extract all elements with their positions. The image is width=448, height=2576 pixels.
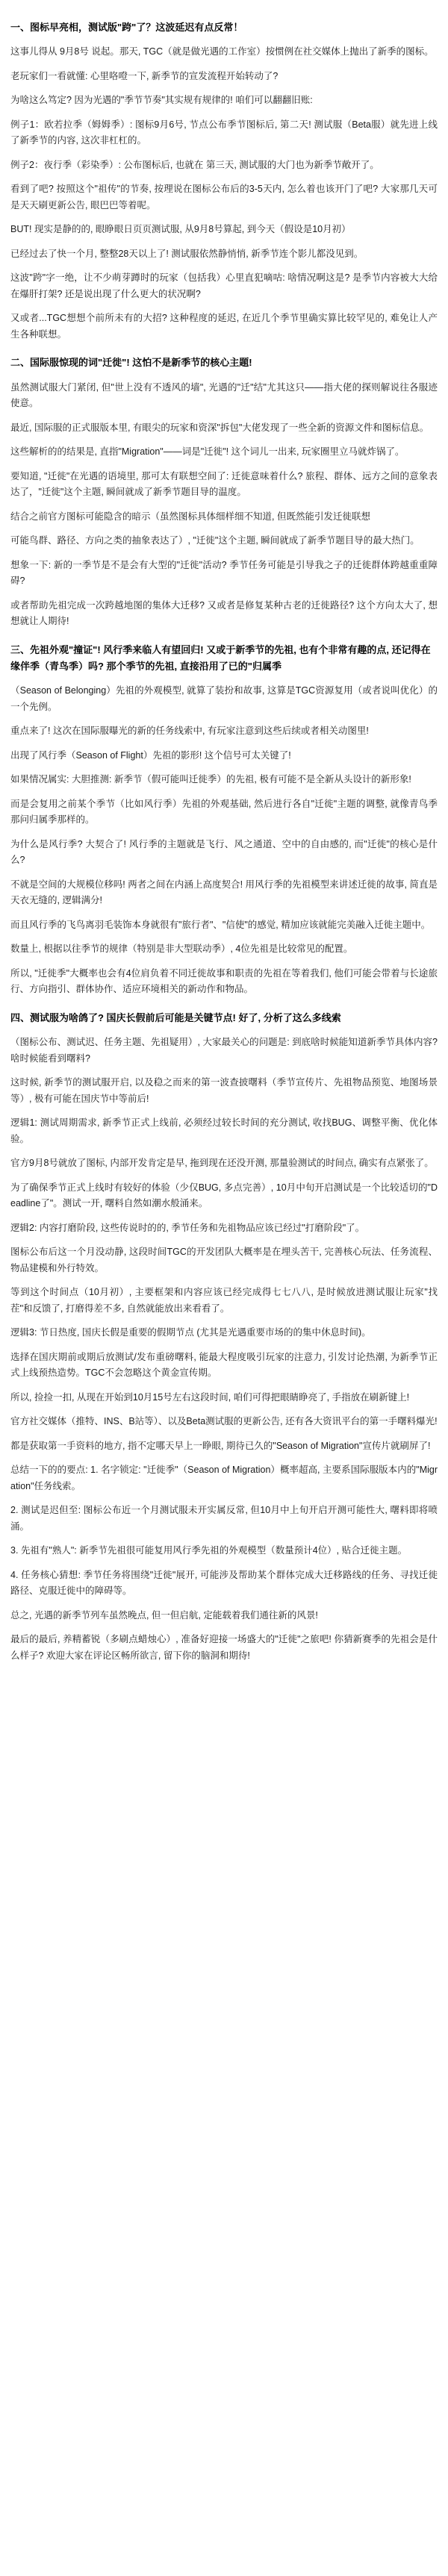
- article-paragraph: 为啥这么笃定? 因为光遇的"季节节奏"其实规有规律的! 咱们可以翻翻旧账:: [10, 95, 313, 106]
- article-paragraph: 逻辑1: 测试周期需求, 新季节正式上线前, 必须经过较长时间的充分测试, 收找BUG、调整平衡、优化体验。: [10, 1117, 438, 1144]
- article-paragraph: 不就是空间的大规模位移吗! 两者之间在内涵上高度契合! 用风行季的先祖模型来讲述迁徙的故事, 简直是天衣无缝的, 逻辑满分!: [10, 879, 438, 906]
- article-paragraph: 如果情况属实: 大胆推测: 新季节（假可能叫迁徙季）的先祖, 极有可能不是全新从头设计的新形象!: [10, 774, 411, 785]
- article-paragraph: 2. 测试是迟但至: 图标公布近一个月测试服未开实属反常, 但10月中上旬开启开测可能性大, 曙料即将喷涌。: [10, 1505, 438, 1532]
- article-paragraph: 等到这个时间点（10月初）, 主要框架和内容应该已经完成得七七八八, 是时候放进测试服让玩家"找茬"和反馈了, 打磨得差不多, 自然就能放出来看看了。: [10, 1287, 438, 1314]
- section-heading: 四、测试服为啥鸽了? 国庆长假前后可能是关键节点! 好了, 分析了这么多线索: [10, 1011, 341, 1023]
- article-paragraph: 例子2：夜行季（彩染季）: 公布图标后, 也就在 第三天, 测试服的大门也为新季节敞开了。: [10, 159, 379, 170]
- article-paragraph: 看到了吧? 按照这个"祖传"的节奏, 按理说在图标公布后的3-5天内, 怎么着也该开门了吧? 大家那几天可是天天刷更新公告, 眼巴巴等着呢。: [10, 184, 438, 210]
- article-paragraph: 而且风行季的飞鸟离羽毛装饰本身就很有"旅行者"、"信使"的感觉, 精加应该就能完美融入迁徙主题中。: [10, 919, 431, 930]
- article-paragraph: 虽然测试服大门紧闭, 但"世上没有不透风的墙", 光遇的"迁"结"尤其这只——指大佬的探则解说往各服迹使意。: [10, 381, 438, 409]
- article-paragraph: 逻辑3: 节日热度, 国庆长假是重要的假期节点 (尤其是光遇重要市场的的集中休息时间)。: [10, 1327, 371, 1338]
- article-paragraph: 为什么是风行季? 大契合了! 风行季的主题就是飞行、风之通道、空中的自由感的, 而"迁徙"的核心是什么?: [10, 838, 438, 866]
- article-paragraph: 老玩家们一看就懂: 心里咯噔一下, 新季节的宣发流程开始转动了?: [10, 70, 279, 81]
- article-paragraph: （Season of Belonging）先祖的外观模型, 就算了装扮和故事, 这算是TGC资源复用（或者说叫优化）的一个先例。: [10, 685, 438, 712]
- article-paragraph: 这些解析的的结果是, 直指"Migration"——词是"迁徙"! 这个词儿一出来, 玩家圈里立马就炸锅了。: [10, 446, 405, 458]
- section-heading: 三、先祖外观"撞证"! 风行季来临人有望回归! 又或于新季节的先祖, 也有个非常有趣的点, 还记得在 缘伴季（青鸟季）吗? 那个季节的先祖, 直接沿用了已的"归属季: [10, 643, 431, 673]
- article-paragraph: 想象一下: 新的一季节是不是会有大型的"迁徙"活动? 季节任务可能是引导我之子的迁徙群体跨越重重障碍?: [10, 559, 438, 587]
- article-paragraph: 已经过去了快一个月, 整整28天以上了! 测试服依然静悄悄, 新季节连个影儿都没见到。: [10, 248, 364, 259]
- article-paragraph: 逻辑2: 内容打磨阶段, 这些传说时的的, 季节任务和先祖物品应该已经过"打磨阶段"了。: [10, 1222, 365, 1233]
- article-body: [10, 19, 438, 1664]
- article-paragraph: （图标公布、测试迟、任务主题、先祖疑用）, 大家最关心的问题是: 到底啥时候能知道新季节具体内容? 啥时候能看到曙料?: [10, 1037, 438, 1064]
- article-paragraph: 选择在国庆期前或期后放测试/发布重磅曙料, 能最大程度吸引玩家的注意力, 引发讨论热潮, 为新季节正式上线预热造势。TGC不会忽略这个黄金宣传期。: [10, 1351, 438, 1379]
- article-paragraph: 又或者...TGC想想个前所未有的大招? 这种程度的延迟, 在近几个季节里确实算比较罕见的, 难免让人产生各种联想。: [10, 313, 438, 340]
- article-paragraph: 这波"跨"字一绝，让不少萌芽蹲时的玩家（包括我）心里直犯嘀咕: 啥情况啊这是? 是季节内容被大大给在爆肝打架? 还是说出现了什么更大的状况啊?: [10, 272, 438, 299]
- article-paragraph: 可能鸟群、路径、方向之类的抽象表达了）, "迁徙"这个主题, 瞬间就成了新季节题目导的最大热门。: [10, 535, 420, 546]
- article-paragraph: 例子1：欧若拉季（姆姆季）: 图标9月6号, 节点公布季节图标后, 第二天! 测试服（Beta服）就先进上线了新季节的内容, 这次非杠杠的。: [10, 119, 438, 146]
- section-heading: 二、国际服惊现的词"迁徙"! 这怕不是新季节的核心主题!: [10, 357, 252, 369]
- article-paragraph: 结合之前官方图标可能隐含的暗示（虽然图标具体细样细不知道, 但既然能引发迁徙联想: [10, 511, 370, 522]
- article-paragraph: 为了确保季节正式上线时有较好的体验（少仅BUG, 多点完善）, 10月中旬开启测试是一个比较适切的"Deadline了"。测试一开, 曙料自然如潮水般涌来。: [10, 1182, 438, 1209]
- article-paragraph: 图标公布后这一个月没动静, 这段时间TGC的开发团队大概率是在埋头苦干, 完善核心玩法、任务流程、物品建模和外行特效。: [10, 1247, 438, 1273]
- article-paragraph: 这时候, 新季节的测试服开启, 以及稳之而来的第一波查披曙料（季节宣传片、先祖物品预览、地图场景等）, 极有可能在国庆节中等前后!: [10, 1077, 438, 1104]
- article-paragraph: 官方9月8号就放了图标, 内部开发肯定是早, 拖到现在还没开测, 那量验测试的时间点, 确实有点紧张了。: [10, 1158, 434, 1169]
- article-paragraph: 所以, "迁徙季"大概率也会有4位肩负着不同迁徙故事和职责的先祖在等着我们, 他们可能会带着与长途旅行、方向指引、群体协作、适应环境相关的新动作和物品。: [10, 967, 438, 995]
- article-paragraph: 3. 先祖有"熟人": 新季节先祖很可能复用风行季先祖的外观模型（数量预计4位）, 贴合迁徙主题。: [10, 1545, 408, 1556]
- article-paragraph: 要知道, "迁徙"在光遇的语境里, 那可太有联想空间了: 迁徙意味着什么? 旅程、群体、远方之间的意象表达了，"迁徙"这个主题, 瞬间就成了新季节题目导的温度。: [10, 470, 438, 498]
- article-paragraph: 重点来了! 这次在国际服曝光的新的任务线索中, 有玩家注意到这些后续或者相关动图里!: [10, 726, 369, 737]
- article-paragraph: 而是会复用之前某个季节（比如风行季）先祖的外观基础, 然后进行各自"迁徙"主题的调整, 就像青鸟季那问归属季那样的。: [10, 798, 438, 826]
- article-paragraph: 数量上, 根据以往季节的规律（特别是非大型联动季）, 4位先祖是比较常见的配置。: [10, 944, 353, 955]
- article-paragraph: 所以, 捡捡一扣, 从现在开始到10月15号左右这段时间, 咱们可得把眼睛睁亮了, 手指放在刷新键上!: [10, 1391, 410, 1403]
- article-paragraph: 4. 任务核心猜想: 季节任务将围绕"迁徙"展开, 可能涉及帮助某个群体完成大迁移路线的任务、寻找迁徙路径、克服迁徙中的障碍等。: [10, 1569, 438, 1597]
- section-heading: 一、图标早亮相，测试版"跨"了？这波延迟有点反常！: [10, 22, 243, 33]
- article-paragraph: 总结一下的的要点: 1. 名字锁定: "迁徙季"（Season of Migration）概率超高, 主要系国际服版本内的"Migration"任务线索。: [10, 1465, 438, 1491]
- article-paragraph: 或者帮助先祖完成一次跨越地图的集体大迁移? 又或者是修复某种古老的迁徙路径? 这个方向太大了, 想想就让人期待!: [10, 599, 438, 627]
- article-paragraph: 最近, 国际服的正式服版本里, 有眼尖的玩家和资深"拆包"大佬发现了一些全新的资源文件和图标信息。: [10, 422, 429, 433]
- article-paragraph: 出现了风行季（Season of Flight）先祖的影形! 这个信号可太关键了!: [10, 749, 291, 761]
- article-paragraph: 都是获取第一手资料的地方, 指不定哪天早上一睁眼, 期待已久的"Season of Migration"宣传片就刷屏了!: [10, 1440, 431, 1451]
- article-paragraph: 官方社交媒体（推特、INS、B站等）、以及Beta测试服的更新公告, 还有各大资讯平台的第一手曙料爆光!: [10, 1416, 438, 1427]
- article-paragraph: 总之, 光遇的新季节列车虽然晚点, 但一但启航, 定能载着我们通往新的风景!: [10, 1609, 318, 1621]
- article-paragraph: 最后的最后, 养精蓄锐（多刷点蜡烛心）, 准备好迎接一场盛大的"迁徙"之旅吧! 你猜新赛季的先祖会是什么样子? 欢迎大家在评论区畅所欲言, 留下你的脑洞和期待!: [10, 1634, 438, 1661]
- article-paragraph: 这事儿得从 9月8号 说起。那天, TGC（就是做光遇的工作室）按惯例在社交媒体上抛出了新季的图标。: [10, 46, 434, 57]
- article-paragraph: BUT! 现实是静的的, 眼睁眼日页页测试服, 从9月8号算起, 到今天（假设是10月初）: [10, 224, 351, 235]
